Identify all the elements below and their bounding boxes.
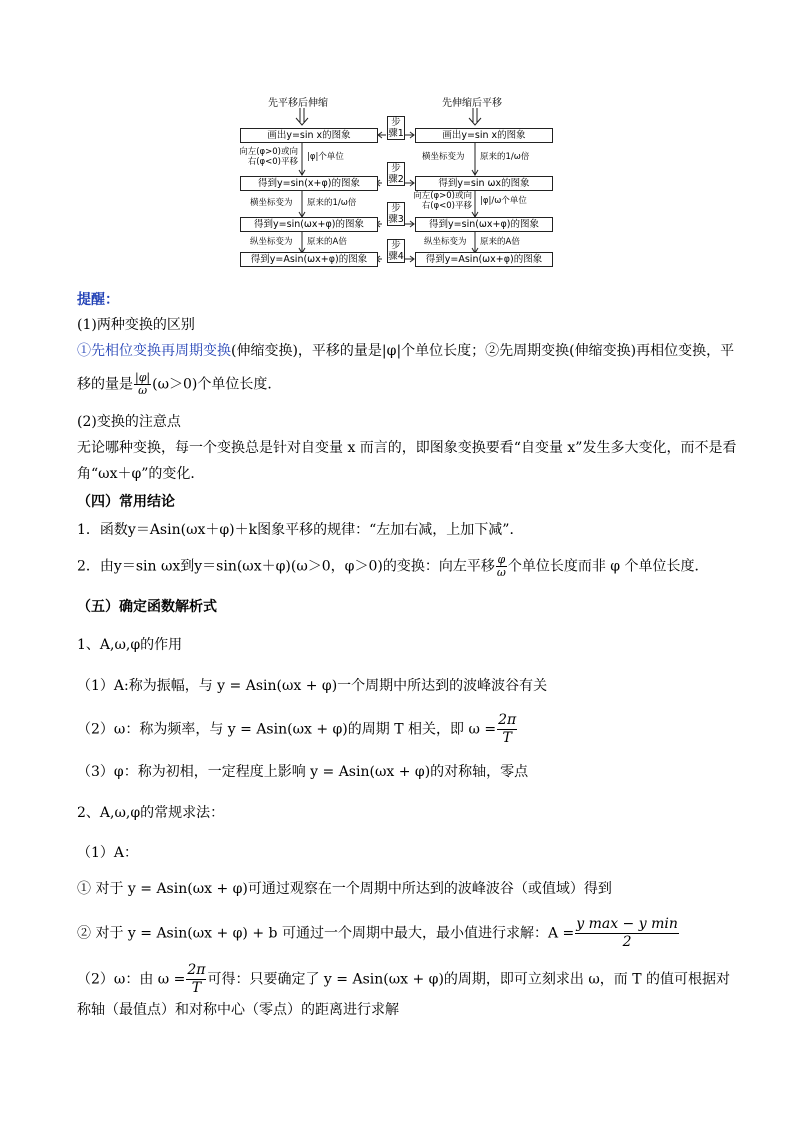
method-A-heading: （1）A： xyxy=(77,845,139,861)
left-box-1: 画出y=sin x的图象 xyxy=(240,128,378,143)
right-label-x-factor: 原来的1/ω倍 xyxy=(480,152,530,162)
role-amplitude: （1）A:称为振幅，与 y = Asin(ωx + φ)一个周期中所达到的波峰波谷有关 xyxy=(77,678,548,694)
fraction-phi-omega xyxy=(134,372,151,397)
conclusion-2-tail: 个单位长度而非 φ 个单位长度． xyxy=(507,558,709,575)
right-box-4: 得到y=Asin(ωx+φ)的图象 xyxy=(415,252,553,267)
fraction-denominator: T xyxy=(502,730,512,746)
step-4: 步骤4 xyxy=(388,240,404,262)
fraction-2pi-T xyxy=(497,712,517,747)
fraction-denominator: ω xyxy=(496,566,506,579)
step-3: 步骤3 xyxy=(388,203,404,225)
method-omega-text: （2）ω：由 ω = xyxy=(77,971,186,988)
fraction-numerator: y max − y min xyxy=(576,916,678,932)
conclusion-2-text: 2．由y＝sin ωx到y＝sin(ωx＋φ)(ω＞0，φ＞0)的变换：向左平移 xyxy=(77,558,495,575)
fraction-numerator: |φ| xyxy=(135,371,151,384)
method-A-1: ① 对于 y = Asin(ωx + φ)可通过观察在一个周期中所达到的波峰波谷（或值域）得到 xyxy=(77,881,612,897)
left-box-4: 得到y=Asin(ωx+φ)的图象 xyxy=(240,252,378,267)
fraction-phi-over-omega xyxy=(496,554,507,579)
reminder-heading: 提醒： xyxy=(77,292,119,308)
left-label-y-scale: 纵坐标变为 xyxy=(250,237,293,247)
shift-amount-tail: (ω＞0)个单位长度． xyxy=(152,376,282,393)
method-A-2-text: ② 对于 y = Asin(ωx + φ) + b 可通过一个周期中最大，最小值进行求解：A = xyxy=(77,925,575,942)
right-label-x-scale: 横坐标变为 xyxy=(422,152,465,162)
paragraph-shift-amount xyxy=(77,372,281,397)
right-box-3: 得到y=sin(ωx+φ)的图象 xyxy=(415,217,553,232)
right-label-y-scale: 纵坐标变为 xyxy=(424,237,467,247)
left-label-x-factor: 原来的1/ω倍 xyxy=(307,198,357,208)
left-header: 先平移后伸缩 xyxy=(268,98,328,109)
fraction-ymax-ymin xyxy=(575,916,679,951)
left-box-2: 得到y=sin(x+φ)的图象 xyxy=(240,176,378,191)
conclusion-1: 1．函数y＝Asin(ωx＋φ)＋k图象平移的规律：“左加右减，上加下减”． xyxy=(77,522,524,538)
fraction-2pi-over-T xyxy=(186,962,206,997)
right-label-shift-amount: |φ|/ω个单位 xyxy=(480,196,527,206)
fraction-denominator: 2 xyxy=(622,934,632,950)
method-omega xyxy=(77,962,730,997)
step-1: 步骤1 xyxy=(388,117,404,139)
paragraph-notes-2: 角“ωx＋φ”的变化． xyxy=(77,466,205,482)
paragraph-notes-1: 无论哪种变换，每一个变换总是针对自变量 x 而言的，即图象变换要看“自变量 x”发生多大变化，而不是看 xyxy=(77,440,737,456)
left-label-y-factor: 原来的A倍 xyxy=(307,237,347,247)
method-omega-2: 称轴（最值点）和对称中心（零点）的距离进行求解 xyxy=(77,1002,399,1018)
role-frequency-text: （2）ω：称为频率，与 y = Asin(ωx + φ)的周期 T 相关，即 ω = xyxy=(77,721,497,738)
right-label-y-factor: 原来的A倍 xyxy=(480,237,520,247)
section-5-heading: （五）确定函数解析式 xyxy=(77,599,217,615)
left-label-shift: 向左(φ>0)或向右(φ<0)平移 xyxy=(239,147,298,167)
methods-heading: 2、A,ω,φ的常规求法： xyxy=(77,805,225,821)
right-label-shift: 向左(φ>0)或向右(φ<0)平移 xyxy=(413,191,472,211)
paragraph-difference xyxy=(77,341,734,361)
left-box-3: 得到y=sin(ωx+φ)的图象 xyxy=(240,217,378,232)
right-box-2: 得到y=sin ωx的图象 xyxy=(415,176,553,191)
role-phase: （3）φ：称为初相，一定程度上影响 y = Asin(ωx + φ)的对称轴，零点 xyxy=(77,764,529,780)
fraction-numerator: φ xyxy=(497,553,506,566)
highlight-phase-first: ①先相位变换再周期变换 xyxy=(77,343,231,359)
role-heading: 1、A,ω,φ的作用 xyxy=(77,637,183,653)
fraction-numerator: 2π xyxy=(498,712,517,728)
right-header: 先伸缩后平移 xyxy=(442,98,502,109)
paragraph-difference-title: (1)两种变换的区别 xyxy=(77,317,195,333)
paragraph-notes-title: (2)变换的注意点 xyxy=(77,414,181,430)
right-box-1: 画出y=sin x的图象 xyxy=(415,128,553,143)
role-frequency xyxy=(77,712,518,747)
difference-text: (伸缩变换)，平移的量是|φ|个单位长度；②先周期变换(伸缩变换)再相位变换，平 xyxy=(231,343,735,359)
transformation-flowchart xyxy=(236,92,556,282)
fraction-denominator: T xyxy=(191,980,202,996)
fraction-numerator: 2π xyxy=(187,962,206,978)
fraction-denominator: ω xyxy=(138,384,148,397)
step-2: 步骤2 xyxy=(388,163,404,185)
method-A-2 xyxy=(77,916,680,951)
method-omega-tail: 可得：只要确定了 y = Asin(ωx + φ)的周期，即可立刻求出 ω，而 T 的值可根据对 xyxy=(207,971,731,988)
left-label-x-scale: 横坐标变为 xyxy=(250,198,293,208)
shift-amount-text: 移的量是 xyxy=(77,376,133,393)
left-label-shift-amount: |φ|个单位 xyxy=(307,152,344,162)
conclusion-2 xyxy=(77,554,709,579)
section-4-heading: （四）常用结论 xyxy=(77,494,175,510)
